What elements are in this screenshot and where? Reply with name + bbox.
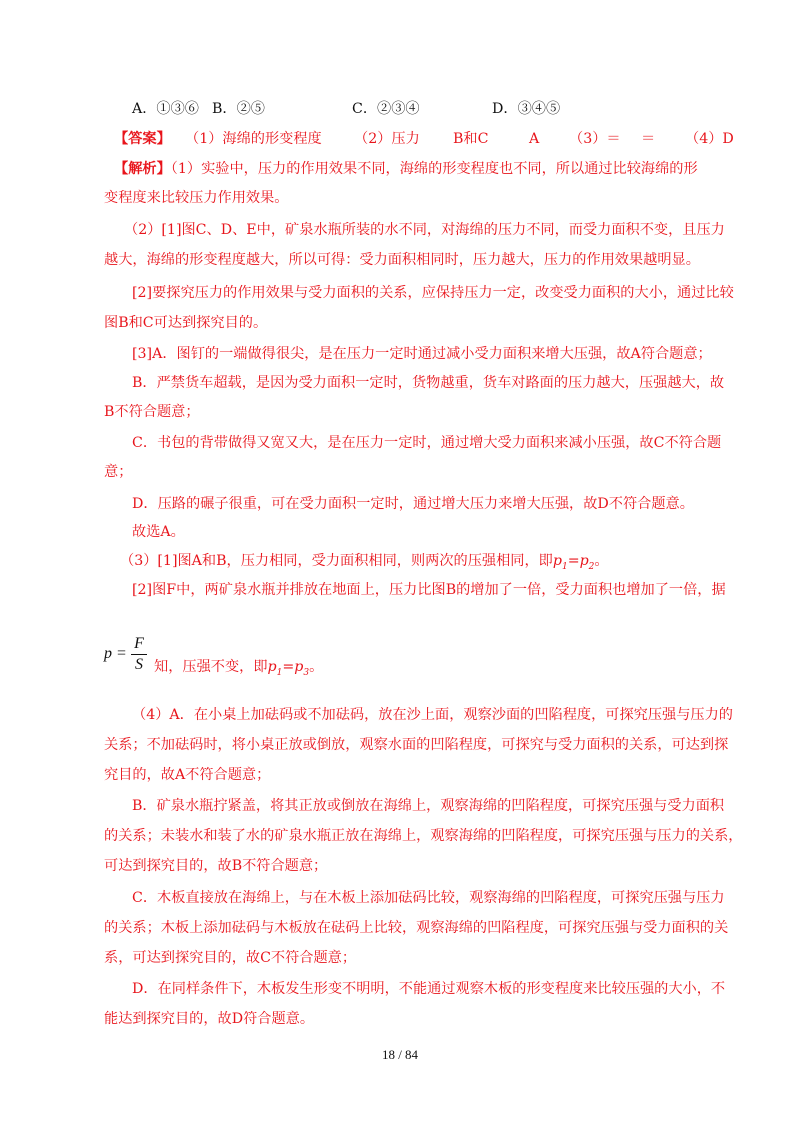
page-number: 18 / 84 (381, 1047, 419, 1062)
analysis-line: （2）[1]图C、D、E中，矿泉水瓶所装的水不同，对海绵的压力不同，而受力面积不变，且压力 (124, 222, 725, 238)
math-p1 (552, 553, 595, 572)
math-var: p (579, 553, 589, 569)
math-sub: 2 (588, 561, 595, 572)
analysis-line: C．书包的背带做得又宽又大，是在压力一定时，通过增大受力面积来减小压强，故C不符合题 (132, 435, 722, 451)
formula-p: p (104, 645, 112, 662)
analysis-line: [2]图F中，两矿泉水瓶并排放在地面上，压力比图B的增加了一倍，受力面积也增加了一倍，据 (132, 582, 726, 598)
analysis-line: 可达到探究目的，故B不符合题意； (104, 858, 328, 874)
math-sub: 3 (303, 667, 310, 678)
math-p1 (267, 659, 310, 678)
analysis-line (114, 159, 734, 179)
analysis-line: 图B和C可达到探究目的。 (104, 315, 268, 331)
option-b: B．②⑤ (212, 101, 265, 117)
analysis-line: 意； (104, 464, 133, 480)
math-sub: 1 (561, 561, 568, 572)
analysis-line: 能达到探究目的，故D符合题意。 (104, 1011, 315, 1027)
formula-denominator: S (135, 656, 143, 673)
answer-part2: （2）压力 (354, 131, 420, 147)
analysis-line: [3]A．图钉的一端做得很尖，是在压力一定时通过减小受力面积来增大压强，故A符合题意； (132, 346, 712, 362)
answer-label: 【答案】 (114, 131, 171, 147)
analysis-line: [2]要探究压力的作用效果与受力面积的关系，应保持压力一定，改变受力面积的大小，通过比较 (132, 285, 734, 301)
analysis-line: D．在同样条件下，木板发生形变不明明，不能通过观察木板的形变程度来比较压强的大小，不 (132, 981, 726, 997)
analysis-line: 越大，海绵的形变程度越大，所以可得：受力面积相同时，压力越大，压力的作用效果越明显。 (104, 252, 700, 268)
formula-numerator: F (134, 635, 144, 652)
answer-part1: （1）海绵的形变程度 (185, 131, 322, 147)
analysis-label: 【解析】 (114, 161, 171, 177)
math-var: p (294, 659, 304, 675)
math-eq: = (282, 659, 295, 675)
option-c: C．②③④ (352, 101, 420, 117)
analysis-line: B．严禁货车超载，是因为受力面积一定时，货物越重，货车对路面的压力越大，压强越大，故 (132, 375, 725, 391)
analysis-text: 。 (594, 553, 609, 569)
option-d: D．③④⑤ (492, 101, 561, 117)
analysis-line: 的关系；未装水和装了水的矿泉水瓶正放在海绵上，观察海绵的凹陷程度，可探究压强与压力的关系， (104, 828, 743, 844)
analysis-line: 究目的，故A不符合题意； (104, 767, 271, 783)
answer-part4: （4）D (685, 131, 734, 147)
analysis-line: D．压路的碾子很重，可在受力面积一定时，通过增大压力来增大压强，故D不符合题意。 (132, 496, 694, 512)
answer-part2-blank3: A (529, 131, 540, 147)
option-a: A．①③⑥ (132, 101, 199, 117)
fraction-bar (131, 654, 147, 655)
analysis-line: C．木板直接放在海绵上，与在木板上添加砝码比较，观察海绵的凹陷程度，可探究压强与压力 (132, 890, 725, 906)
math-sub: 1 (276, 667, 283, 678)
analysis-line: 变程度来比较压力作用效果。 (104, 190, 289, 206)
math-eq: = (567, 553, 580, 569)
analysis-text: 。 (309, 659, 324, 675)
analysis-line (120, 551, 740, 577)
formula-equals: = (117, 645, 127, 662)
analysis-text: （1）实验中，压力的作用效果不同，海绵的形变程度也不同，所以通过比较海绵的形 (170, 161, 698, 177)
math-var: p (552, 553, 562, 569)
math-var: p (267, 659, 277, 675)
answer-part3-blank2: ＝ (641, 131, 656, 147)
analysis-line: 系，可达到探究目的，故C不符合题意； (104, 950, 357, 966)
analysis-text: （3）[1]图A和B，压力相同，受力面积相同，则两次的压强相同，即 (120, 553, 553, 569)
analysis-line: B．矿泉水瓶拧紧盖，将其正放或倒放在海绵上，观察海绵的凹陷程度，可探究压强与受力面积 (132, 798, 725, 814)
answer-part2-blank2: B和C (453, 131, 489, 147)
analysis-line: 关系；不加砝码时，将小桌正放或倒放，观察水面的凹陷程度，可探究与受力面积的关系，可达到探 (104, 737, 729, 753)
analysis-text: 知，压强不变，即 (154, 659, 268, 675)
pressure-formula (104, 635, 504, 678)
formula-text (154, 656, 323, 678)
answer-part3: （3）＝ (569, 131, 621, 147)
analysis-line: B不符合题意； (104, 404, 200, 420)
analysis-line: （4）A．在小桌上加砝码或不加砝码，放在沙上面，观察沙面的凹陷程度，可探究压强与压力的 (132, 707, 733, 723)
analysis-line: 的关系；木板上添加砝码与木板放在砝码上比较，观察海绵的凹陷程度，可探究压强与受力面积的关 (104, 920, 729, 936)
analysis-line: 故选A。 (132, 524, 185, 540)
